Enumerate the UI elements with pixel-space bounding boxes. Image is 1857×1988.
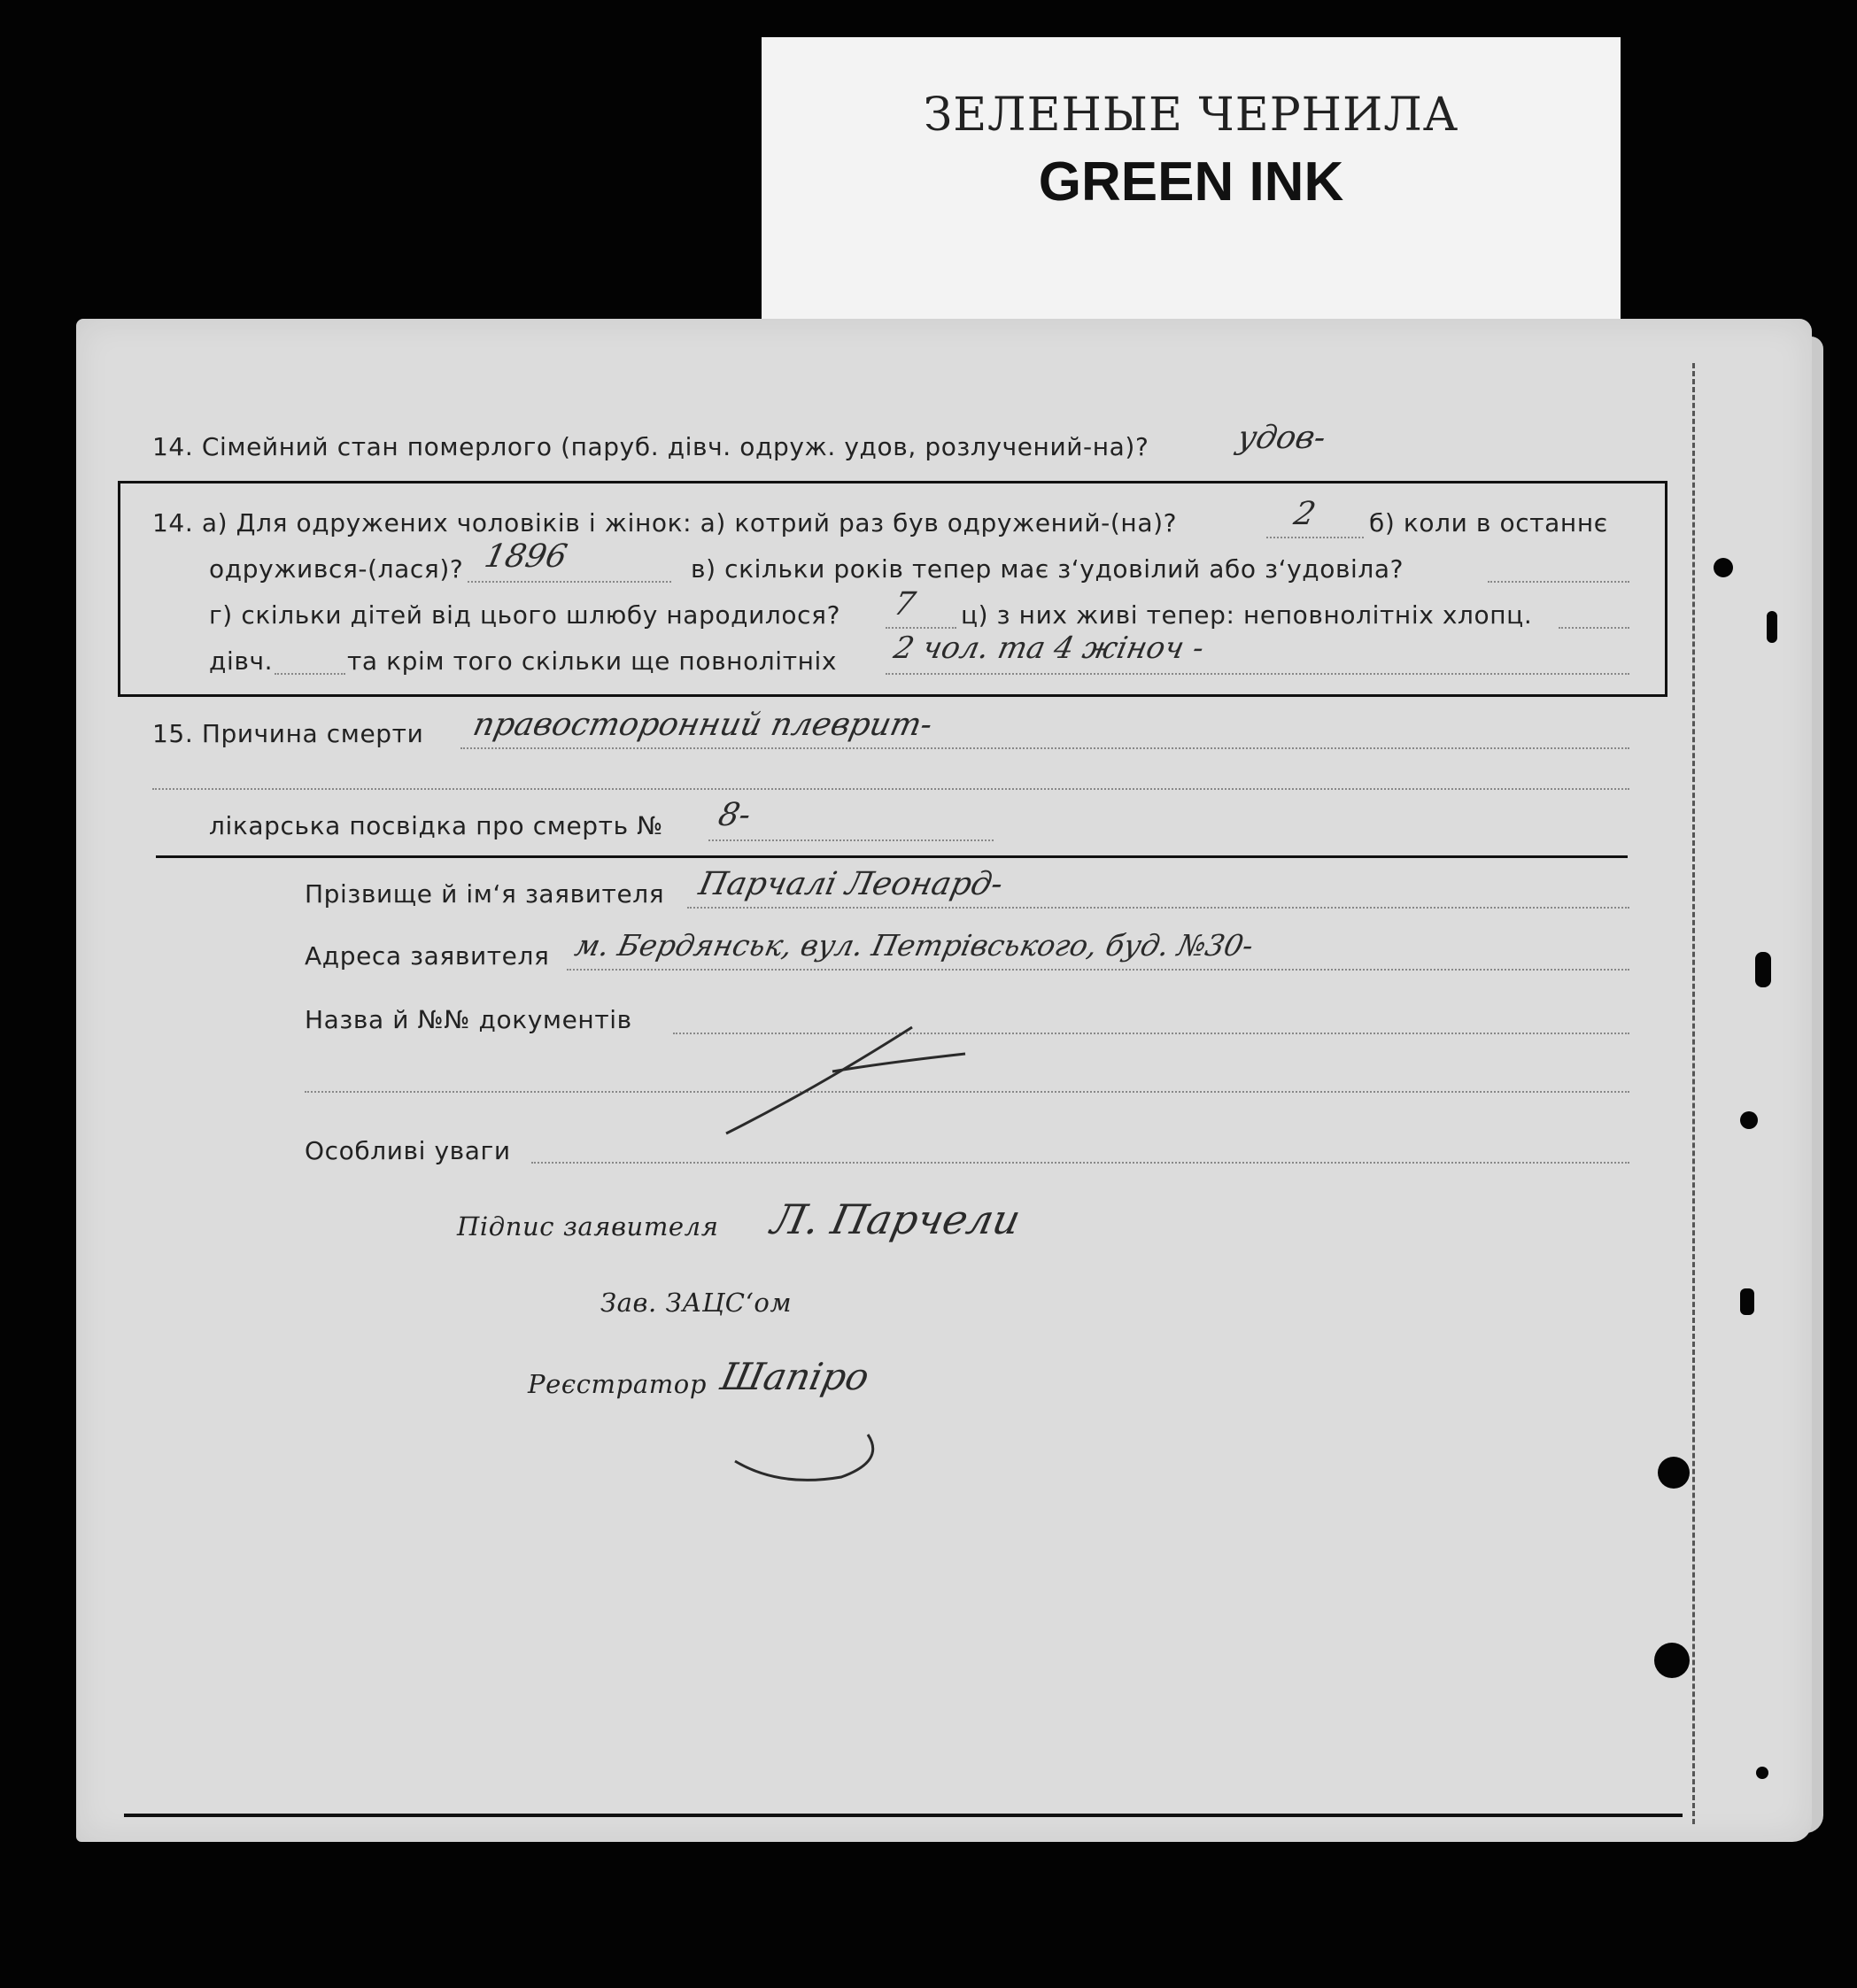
q14a-answer-b-line [468, 581, 671, 583]
punch-hole [1756, 1767, 1768, 1779]
q15-answer-line-2 [152, 788, 1629, 790]
documents-label: Назва й №№ документів [305, 1005, 632, 1034]
q15-answer: правосторонний плеврит- [469, 707, 936, 743]
punch-hole [1740, 1288, 1754, 1315]
q14-label: 14. Сімейний стан померлого (паруб. дівч. одруж. удов, розлучений-на)? [152, 432, 1149, 461]
q14a-line4-start: дівч. [209, 646, 274, 676]
q14a-part-v: в) скільки років тепер має з‘удовілий або з‘удовіла? [691, 554, 1404, 584]
q14a-answer-g: 7 [890, 586, 919, 623]
q14a-answer-a: 2 [1290, 496, 1319, 532]
applicant-name-line [687, 907, 1629, 909]
q14a-line2: одружився-(лася)? [209, 554, 464, 584]
applicant-name-label: Прізвище й ім‘я заявителя [305, 879, 665, 909]
ink-label-russian: ЗЕЛЕНЫЕ ЧЕРНИЛА [923, 89, 1459, 142]
q14a-answer-d: 2 чол. та 4 жіноч - [890, 630, 1208, 666]
punch-hole [1767, 611, 1777, 643]
strike-mark [708, 992, 1010, 1151]
perforation-line [1692, 363, 1695, 1824]
section-divider [156, 855, 1628, 858]
registrar-label: Реєстратор [528, 1369, 708, 1399]
applicant-address-label: Адреса заявителя [305, 941, 550, 971]
q14a-girls-line [275, 673, 345, 675]
registrar-flourish [726, 1399, 903, 1497]
q14a-answer-v-line [1488, 581, 1629, 583]
registrar-signature: Шапіро [716, 1355, 873, 1398]
punch-hole [1755, 952, 1771, 987]
certificate-label: лікарська посвідка про смерть № [209, 811, 663, 840]
punch-hole [1658, 1457, 1690, 1489]
notes-label: Особливі уваги [305, 1136, 511, 1165]
applicant-signature: Л. Парчели [767, 1195, 1025, 1243]
q14a-answer-b: 1896 [481, 538, 570, 575]
q14a-part-b: б) коли в останнє [1369, 508, 1608, 538]
ink-label-english: GREEN INK [1038, 151, 1344, 213]
certificate-answer-line [708, 839, 994, 841]
applicant-name-answer: Парчалі Леонард- [695, 866, 1007, 902]
certificate-answer: 8- [715, 797, 754, 833]
q15-answer-line [460, 747, 1629, 749]
q14-answer: удов- [1234, 420, 1329, 456]
bottom-rule [124, 1814, 1683, 1817]
signature-label: Підпис заявителя [457, 1211, 719, 1242]
q15-label: 15. Причина смерти [152, 719, 424, 748]
ink-label-card [762, 37, 1621, 347]
q14a-answer-a-line [1266, 537, 1364, 538]
q14a-part-d: ц) з них живі тепер: неповнолітніх хлопц. [961, 600, 1533, 630]
punch-hole [1654, 1643, 1690, 1678]
q14a-line4-end: та крім того скільки ще повнолітніх [347, 646, 838, 676]
notes-line [531, 1162, 1629, 1164]
q14a-line3: г) скільки дітей від цього шлюбу народилося? [209, 600, 841, 630]
q14a-answer-d-line [1559, 627, 1629, 629]
q14a-answer-g-line [886, 627, 956, 629]
q14a-line1: 14. а) Для одружених чоловіків і жінок: а) котрий раз був одружений-(на)? [152, 508, 1178, 538]
punch-hole [1740, 1111, 1758, 1129]
applicant-address-line [567, 969, 1629, 971]
zags-head-label: Зав. ЗАЦС‘ом [600, 1288, 793, 1318]
punch-hole [1714, 558, 1733, 577]
q14a-adults-line [886, 673, 1629, 675]
applicant-address-answer: м. Бердянськ, вул. Петрівського, буд. №30- [571, 928, 1257, 963]
